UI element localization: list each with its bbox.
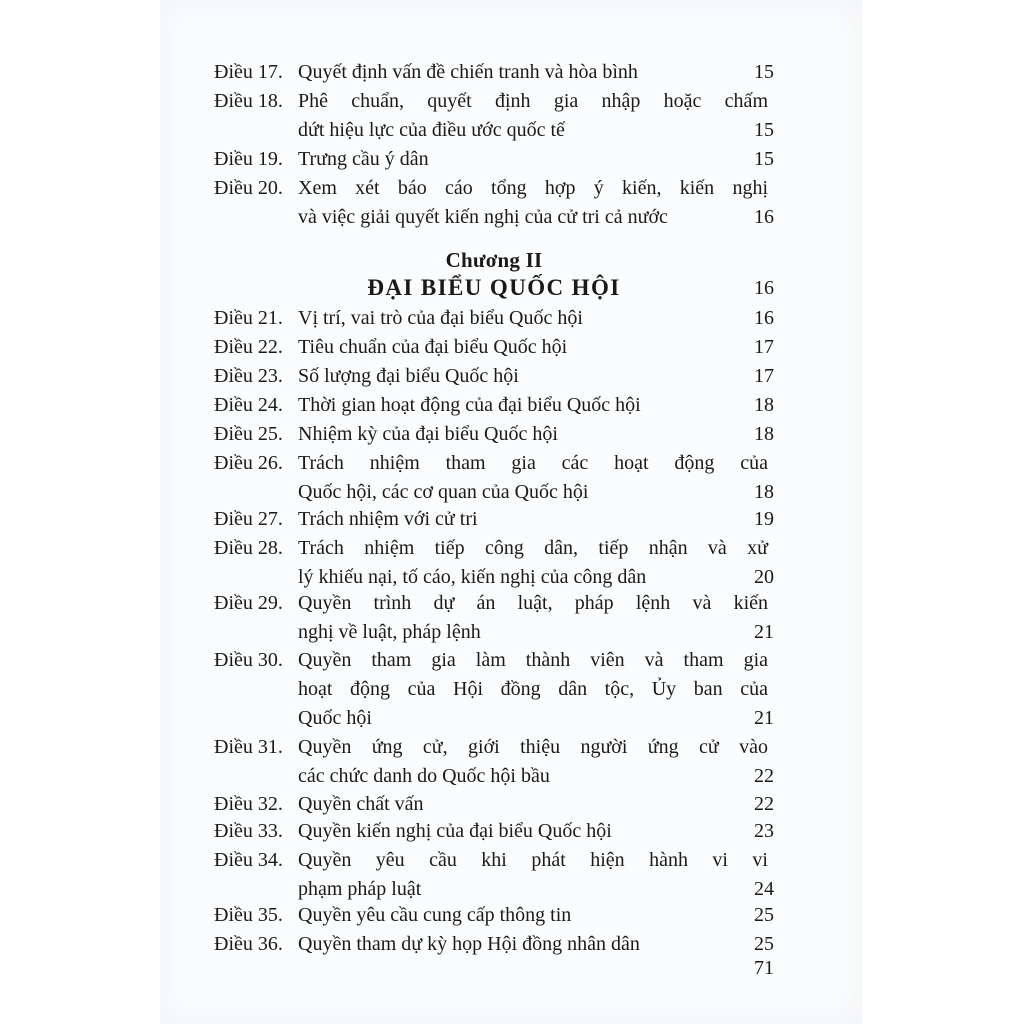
article-page-number: 15: [754, 61, 774, 83]
article-title: [298, 733, 768, 791]
article-number: Điều 22.: [214, 336, 283, 358]
article-title-line: Thời gian hoạt động của đại biểu Quốc hội: [298, 394, 641, 416]
article-page-number: 21: [754, 621, 774, 643]
article-page-number: 24: [754, 878, 774, 900]
article-page-number: 25: [754, 904, 774, 926]
article-title-line: Phê chuẩn, quyết định gia nhập hoặc chấm: [298, 90, 768, 112]
article-number: Điều 19.: [214, 148, 283, 170]
article-title-line: Quốc hội: [298, 707, 372, 729]
article-title: [298, 87, 768, 145]
article-title: [298, 589, 768, 647]
article-title-line: hoạt động của Hội đồng dân tộc, Ủy ban của: [298, 678, 768, 700]
article-number: Điều 20.: [214, 177, 283, 199]
article-title-line: Quyền tham dự kỳ họp Hội đồng nhân dân: [298, 933, 640, 955]
article-page-number: 21: [754, 707, 774, 729]
article-number: Điều 23.: [214, 365, 283, 387]
article-title-line: Số lượng đại biểu Quốc hội: [298, 365, 519, 387]
article-title-line: Trách nhiệm với cử tri: [298, 508, 478, 530]
article-title: [298, 420, 768, 449]
article-title: [298, 930, 768, 959]
article-page-number: 22: [754, 793, 774, 815]
article-number: Điều 21.: [214, 307, 283, 329]
article-number: Điều 32.: [214, 793, 283, 815]
article-page-number: 18: [754, 481, 774, 503]
page-folio: 71: [754, 957, 774, 979]
article-page-number: 16: [754, 307, 774, 329]
article-number: Điều 29.: [214, 592, 283, 614]
article-title: [298, 145, 768, 174]
article-title: [298, 449, 768, 507]
article-number: Điều 17.: [214, 61, 283, 83]
article-title-line: Vị trí, vai trò của đại biểu Quốc hội: [298, 307, 583, 329]
article-title: [298, 534, 768, 592]
article-title: [298, 646, 768, 733]
article-title-line: Xem xét báo cáo tổng hợp ý kiến, kiến nghị: [298, 177, 768, 199]
article-page-number: 18: [754, 394, 774, 416]
article-page-number: 18: [754, 423, 774, 445]
article-page-number: 20: [754, 566, 774, 588]
article-number: Điều 34.: [214, 849, 283, 871]
article-page-number: 17: [754, 336, 774, 358]
article-number: Điều 27.: [214, 508, 283, 530]
article-title-line: dứt hiệu lực của điều ước quốc tế: [298, 119, 565, 141]
article-title-line: Quyết định vấn đề chiến tranh và hòa bình: [298, 61, 638, 83]
article-number: Điều 26.: [214, 452, 283, 474]
article-page-number: 15: [754, 148, 774, 170]
article-title: [298, 790, 768, 819]
article-number: Điều 31.: [214, 736, 283, 758]
article-title-line: Quyền chất vấn: [298, 793, 424, 815]
article-title-line: Trưng cầu ý dân: [298, 148, 429, 170]
article-title-line: và việc giải quyết kiến nghị của cử tri cả nước: [298, 206, 668, 228]
article-title-line: Quyền tham gia làm thành viên và tham gia: [298, 649, 768, 671]
article-title: [298, 174, 768, 232]
chapter-title: ĐẠI BIỂU QUỐC HỘI: [367, 275, 621, 300]
article-page-number: 25: [754, 933, 774, 955]
article-title: [298, 817, 768, 846]
article-title: [298, 901, 768, 930]
article-title: [298, 391, 768, 420]
article-title: [298, 304, 768, 333]
article-title-line: Quyền yêu cầu cung cấp thông tin: [298, 904, 572, 926]
chapter-page-number: 16: [754, 277, 774, 299]
article-number: Điều 30.: [214, 649, 283, 671]
article-title-line: Quyền ứng cử, giới thiệu người ứng cử vào: [298, 736, 768, 758]
article-page-number: 22: [754, 765, 774, 787]
article-number: Điều 25.: [214, 423, 283, 445]
article-title-line: Quyền yêu cầu khi phát hiện hành vi vi: [298, 849, 768, 871]
article-title: [298, 505, 768, 534]
article-title-line: phạm pháp luật: [298, 878, 422, 900]
article-page-number: 19: [754, 508, 774, 530]
article-title: [298, 333, 768, 362]
article-title-line: Quyền kiến nghị của đại biểu Quốc hội: [298, 820, 612, 842]
article-page-number: 15: [754, 119, 774, 141]
article-title-line: Tiêu chuẩn của đại biểu Quốc hội: [298, 336, 568, 358]
article-title-line: Trách nhiệm tham gia các hoạt động của: [298, 452, 768, 474]
article-title-line: các chức danh do Quốc hội bầu: [298, 765, 550, 787]
article-page-number: 23: [754, 820, 774, 842]
article-title: [298, 362, 768, 391]
article-number: Điều 36.: [214, 933, 283, 955]
article-title-line: Nhiệm kỳ của đại biểu Quốc hội: [298, 423, 558, 445]
article-title: [298, 846, 768, 904]
article-title-line: Quyền trình dự án luật, pháp lệnh và kiến: [298, 592, 768, 614]
article-number: Điều 24.: [214, 394, 283, 416]
article-title: [298, 58, 768, 87]
article-title-line: Trách nhiệm tiếp công dân, tiếp nhận và xử: [298, 537, 768, 559]
article-title-line: nghị về luật, pháp lệnh: [298, 621, 481, 643]
article-page-number: 17: [754, 365, 774, 387]
article-number: Điều 33.: [214, 820, 283, 842]
article-title-line: Quốc hội, các cơ quan của Quốc hội: [298, 481, 589, 503]
article-title-line: lý khiếu nại, tố cáo, kiến nghị của công dân: [298, 566, 647, 588]
chapter-label: Chương II: [445, 248, 543, 272]
article-number: Điều 35.: [214, 904, 283, 926]
article-number: Điều 28.: [214, 537, 283, 559]
article-number: Điều 18.: [214, 90, 283, 112]
article-page-number: 16: [754, 206, 774, 228]
